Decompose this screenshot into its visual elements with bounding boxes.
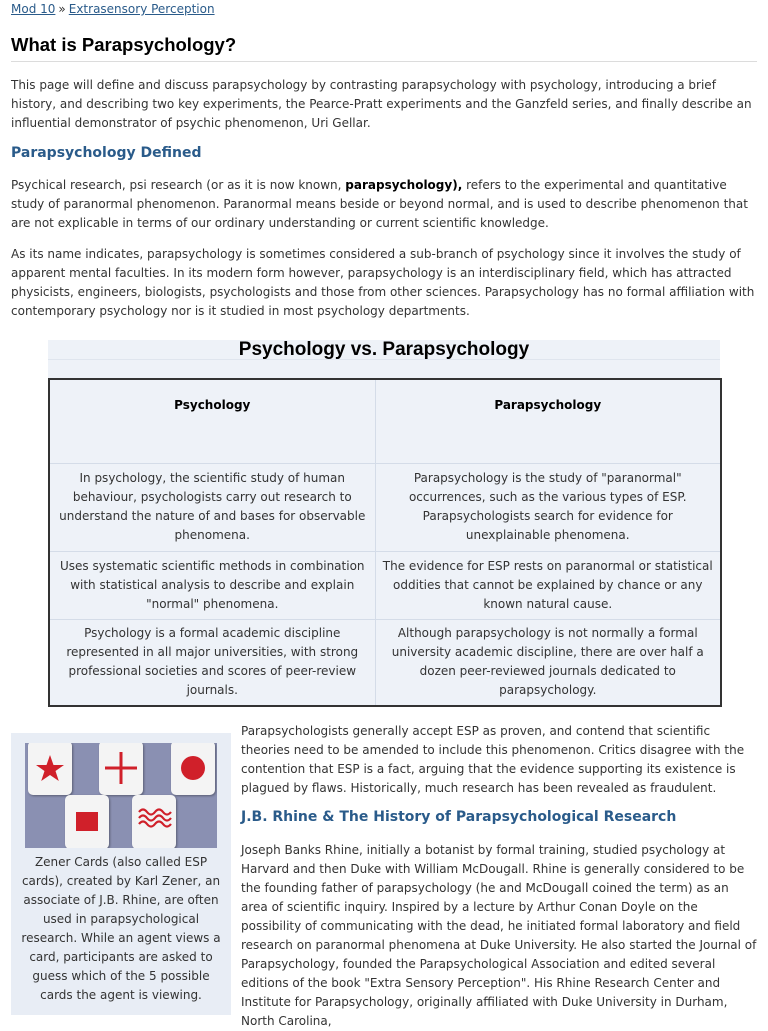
defined-bold-term: parapsychology), <box>345 178 463 192</box>
zener-card-cross <box>99 743 143 795</box>
comparison-table-gap <box>48 360 720 378</box>
table-cell: The evidence for ESP rests on paranormal or statistical oddities that cannot be explained by chance or any known natural cause. <box>375 551 721 619</box>
table-cell: Psychology is a formal academic discipline represented in all major universities, with strong professional societies and scores of peer-review journals. <box>49 619 375 706</box>
cross-icon <box>99 743 143 795</box>
table-row <box>49 463 721 551</box>
intro-paragraph: This page will define and discuss parapsychology by contrasting parapsychology with psychology, introducing a brief history, and describing two key experiments, the Pearce-Pratt experiments and the Ganzfeld series, and finally describe an influential demonstrator of psychic phenomenon, Uri Gellar. <box>11 78 752 130</box>
defined-text-b: refers to the experimental and quantitative study of paranormal phenomenon. Paranormal means beside or beyond normal, and is used to describe phenomenon that are not explicable in terms of our ordinary understanding or current scientific knowledge. <box>11 178 748 230</box>
comparison-table <box>48 378 722 707</box>
square-icon <box>65 795 109 848</box>
star-icon <box>28 743 72 795</box>
header-psychology: Psychology <box>49 379 375 463</box>
zener-card-star <box>28 743 72 795</box>
table-row <box>49 619 721 706</box>
section-heading-defined: Parapsychology Defined <box>11 145 202 161</box>
comparison-table-title: Psychology vs. Parapsychology <box>48 340 720 360</box>
circle-icon <box>171 743 215 795</box>
breadcrumb-separator: » <box>58 2 66 16</box>
defined-paragraph-2: As its name indicates, parapsychology is sometimes considered a sub-branch of psychology since it involves the study of apparent mental faculties. In its modern form however, parapsychology is an interdisciplinary field, which has attracted physicists, engineers, biologists, psychologists and those from other sciences. Parapsychology has no formal affiliation with contemporary psychology nor is it studied in most psychology departments. <box>11 247 755 318</box>
table-cell: Parapsychology is the study of "paranormal" occurrences, such as the various types of ESP. Parapsychologists search for evidence for unexplainable phenomena. <box>375 463 721 551</box>
zener-card-circle <box>171 743 215 795</box>
breadcrumb <box>11 2 215 16</box>
zener-card-square <box>65 795 109 848</box>
table-cell: Although parapsychology is not normally a formal university academic discipline, there are over half a dozen peer-reviewed journals dedicated to parapsychology. <box>375 619 721 706</box>
zener-card-waves <box>132 795 176 848</box>
table-row <box>49 551 721 619</box>
breadcrumb-link-esp[interactable]: Extrasensory Perception <box>68 2 215 16</box>
section-heading-rhine: J.B. Rhine & The History of Parapsychological Research <box>241 809 677 825</box>
esp-paragraph: Parapsychologists generally accept ESP as proven, and contend that scientific theories need to be amended to include this phenomenon. Critics disagree with the contention that ESP is a fact, arguing that the evidence supporting its existence is plagued by flaws. Historically, much research has been revealed as fraudulent. <box>241 724 745 795</box>
comparison-header-row <box>49 379 721 463</box>
waves-icon <box>132 795 176 848</box>
defined-text-a: Psychical research, psi research (or as it is now known, <box>11 178 346 192</box>
table-cell: Uses systematic scientific methods in combination with statistical analysis to describe and explain "normal" phenomena. <box>49 551 375 619</box>
header-parapsychology: Parapsychology <box>375 379 721 463</box>
rhine-paragraph: Joseph Banks Rhine, initially a botanist by formal training, studied psychology at Harvard and then Duke with William McDougall. Rhine is generally considered to be the founding father of parapsychology (he and McDougall coined the term) as an area of scientific inquiry. Inspired by a lecture by Arthur Conan Doyle on the possibility of communicating with the dead, he initiated formal laboratory and field research on paranormal phenomena at Duke University. He also started the Journal of Parapsychology, founded the Parapsychological Association and edited several editions of the book "Extra Sensory Perception". His Rhine Research Center and Institute for Parapsychology, originally affiliated with Duke University in Durham, North Carolina, <box>241 843 757 1028</box>
defined-paragraph-1 <box>11 176 759 233</box>
page-title: What is Parapsychology? <box>11 34 757 62</box>
zener-cards-image <box>25 743 217 848</box>
breadcrumb-link-mod10[interactable]: Mod 10 <box>11 2 56 16</box>
zener-caption: Zener Cards (also called ESP cards), created by Karl Zener, an associate of J.B. Rhine, are often used in parapsychological research. While an agent views a card, participants are asked to guess which of the 5 possible cards the agent is viewing. <box>21 855 221 1002</box>
table-cell: In psychology, the scientific study of human behaviour, psychologists carry out research to understand the nature of and bases for observable phenomena. <box>49 463 375 551</box>
